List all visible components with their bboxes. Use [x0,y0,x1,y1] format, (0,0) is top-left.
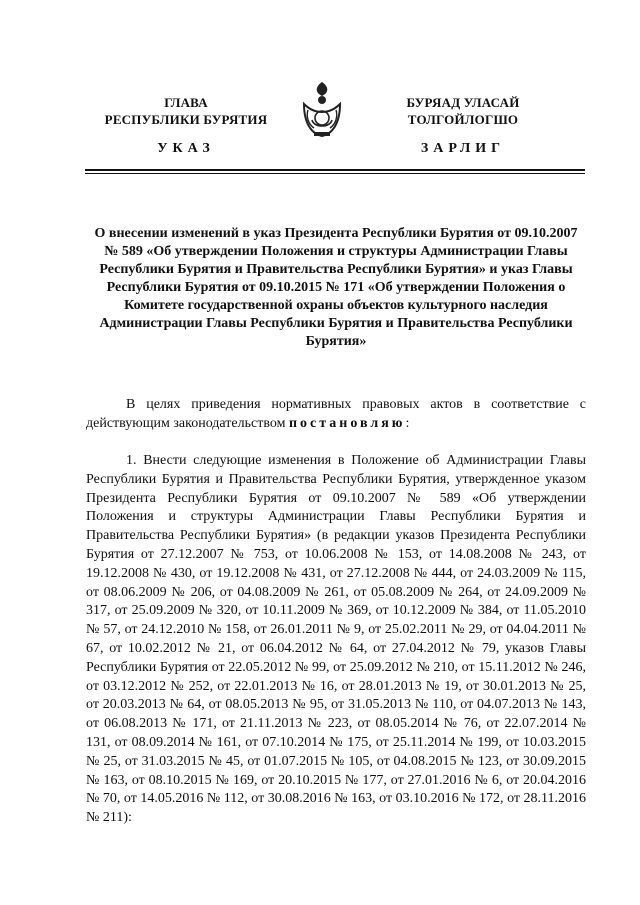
doc-type-left: УКАЗ [157,141,215,156]
paragraph-1: 1. Внести следующие изменения в Положение об Администрации Главы Республики Бурятия и Правительства Республики Бурятия, утвержденное указом Президента Республики Бурятия от 09.10.2007 № 589 «Об утверждении Положения и структуры Администрации Главы Республики Бурятия и Правительства Республики Бурятия» (в редакции указов Президента Республики Бурятия от 27.12.2007 № 753, от 10.06.2008 № 153, от 14.08.2008 № 243, от 19.12.2008 № 430, от 19.12.2008 № 431, от 27.12.2008 № 444, от 24.03.2009 № 115, от 08.06.2009 № 206, от 04.08.2009 № 261, от 05.08.2009 № 264, от 24.09.2009 № 317, от 25.09.2009 № 320, от 10.11.2009 № 369, от 10.12.2009 № 384, от 11.05.2010 № 57, от 24.12.2010 № 158, от 26.01.2011 № 9, от 25.02.2011 № 29, от 04.04.2011 № 67, от 10.02.2012 № 21, от 06.04.2012 № 64, от 27.04.2012 № 79, указов Главы Республики Бурятия от 22.05.2012 № 99, от 25.09.2012 № 210, от 15.11.2012 № 246, от 03.12.2012 № 252, от 22.01.2013 № 16, от 28.01.2013 № 19, от 30.01.2013 № 25, от 20.03.2013 № 64, от 08.05.2013 № 95, от 31.05.2013 № 110, от 04.07.2013 № 143, от 06.08.2013 № 171, от 21.11.2013 № 223, от 08.05.2014 № 76, от 22.07.2014 № 131, от 08.09.2014 № 161, от 07.10.2014 № 175, от 25.11.2014 № 199, от 10.03.2015 № 25, от 31.03.2015 № 45, от 01.07.2015 № 105, от 04.08.2015 № 123, от 30.09.2015 № 163, от 08.10.2015 № 169, от 20.10.2015 № 177, от 27.01.2016 № 6, от 20.04.2016 № 70, от 14.05.2016 № 112, от 30.08.2016 № 163, от 03.10.2016 № 172, от 28.11.2016 № 211): [86,453,586,826]
header-right-line2: ТОЛГОЙЛОГШО [407,112,519,127]
preamble-tail: : [405,415,410,431]
header-left-line1: ГЛАВА [164,95,208,110]
header-divider-thick [85,169,585,171]
coat-of-arms-icon [298,80,346,140]
preamble-keyword: постановляю [288,415,406,431]
preamble-paragraph [86,396,586,434]
header-right-line1: БУРЯАД УЛАСАЙ [406,95,520,110]
header-right-block [368,94,558,128]
doc-type-right: ЗАРЛИГ [420,141,506,156]
decree-title: О внесении изменений в указ Президента Республики Бурятия от 09.10.2007 № 589 «Об утверждении Положения и структуры Администрации Главы Республики Бурятия и Правительства Республики Бурятия» и указ Главы Республики Бурятия от 09.10.2015 № 171 «Об утверждении Положения о Комитете государственной охраны объектов культурного наследия Администрации Главы Республики Бурятия и Правительства Республики Бурятия» [94,226,578,349]
header-divider-thin [85,173,585,174]
preamble-text: В целях приведения нормативных правовых актов в соответствие с действующим законодательством [86,397,586,431]
header-left-block [86,94,286,128]
header-left-line2: РЕСПУБЛИКИ БУРЯТИЯ [104,112,268,127]
